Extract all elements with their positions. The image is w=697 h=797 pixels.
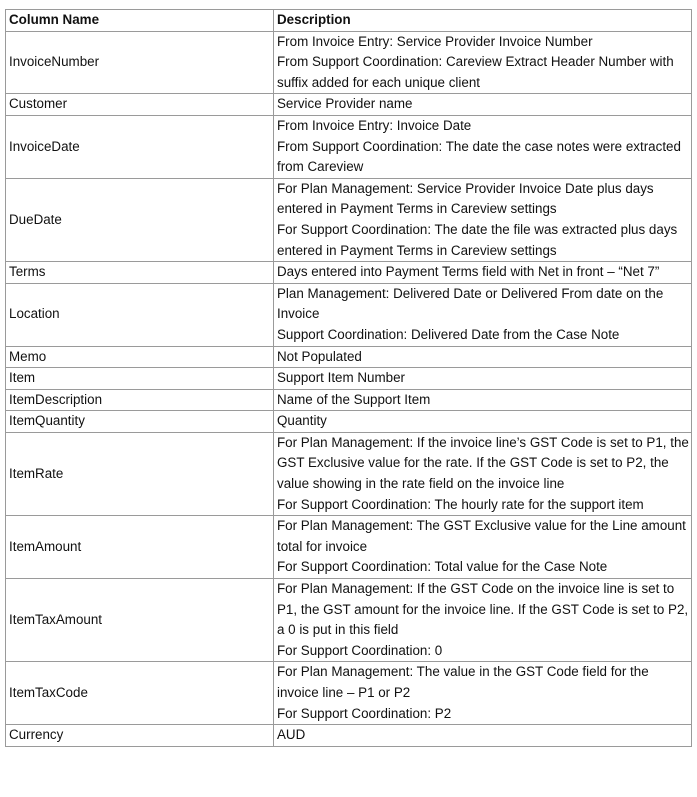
table-row: [6, 579, 692, 662]
table-row: [6, 516, 692, 579]
description-line: For Support Coordination: The date the file was extracted plus days entered in Payment Terms in Careview settings: [277, 221, 678, 258]
description-line: Not Populated: [277, 348, 362, 364]
column-name-cell: Terms: [6, 262, 274, 284]
table-row: [6, 346, 692, 368]
description-cell: [274, 94, 692, 116]
column-name-cell: Customer: [6, 94, 274, 116]
table-row: [6, 94, 692, 116]
description-cell: [274, 262, 692, 284]
table-row: [6, 368, 692, 390]
column-name-cell: ItemAmount: [6, 516, 274, 579]
description-cell: [274, 579, 692, 662]
description-line: From Invoice Entry: Invoice Date: [277, 117, 472, 133]
table-row: [6, 31, 692, 94]
description-cell: [274, 516, 692, 579]
description-line: Quantity: [277, 413, 327, 429]
description-cell: [274, 346, 692, 368]
description-line: From Support Coordination: The date the case notes were extracted from Careview: [277, 138, 681, 175]
column-name-cell: InvoiceNumber: [6, 31, 274, 94]
table-row: [6, 115, 692, 178]
column-name-cell: Location: [6, 283, 274, 346]
table-row: [6, 432, 692, 515]
description-line: Service Provider name: [277, 96, 413, 112]
description-cell: [274, 389, 692, 411]
description-cell: [274, 31, 692, 94]
column-name-cell: ItemRate: [6, 432, 274, 515]
description-line: From Invoice Entry: Service Provider Invoice Number: [277, 33, 593, 49]
column-name-cell: InvoiceDate: [6, 115, 274, 178]
column-name-cell: Currency: [6, 725, 274, 747]
description-line: For Support Coordination: Total value for the Case Note: [277, 559, 608, 575]
table-row: [6, 411, 692, 433]
description-line: For Plan Management: The GST Exclusive value for the Line amount total for invoice: [277, 518, 686, 554]
header-row: [6, 10, 692, 32]
description-line: Support Coordination: Delivered Date from the Case Note: [277, 326, 620, 342]
description-line: Support Item Number: [277, 370, 406, 386]
table-row: [6, 283, 692, 346]
column-name-cell: ItemDescription: [6, 389, 274, 411]
description-cell: [274, 368, 692, 390]
column-name-cell: DueDate: [6, 178, 274, 261]
column-name-cell: ItemQuantity: [6, 411, 274, 433]
description-cell: [274, 725, 692, 747]
column-name-cell: ItemTaxAmount: [6, 579, 274, 662]
description-cell: [274, 283, 692, 346]
description-line: Days entered into Payment Terms field with Net in front – “Net 7”: [277, 264, 660, 280]
column-name-cell: Memo: [6, 346, 274, 368]
description-line: For Support Coordination: The hourly rate for the support item: [277, 496, 644, 512]
header-description: Description: [274, 10, 692, 32]
description-line: For Support Coordination: 0: [277, 642, 443, 658]
table-row: [6, 389, 692, 411]
description-line: AUD: [277, 727, 306, 743]
document-page: [5, 9, 692, 747]
column-name-cell: ItemTaxCode: [6, 662, 274, 725]
description-cell: [274, 115, 692, 178]
description-line: Name of the Support Item: [277, 391, 431, 407]
table-row: [6, 662, 692, 725]
table-row: [6, 725, 692, 747]
description-line: Plan Management: Delivered Date or Delivered From date on the Invoice: [277, 285, 664, 322]
description-line: For Plan Management: If the GST Code on the invoice line is set to P1, the GST amount for the invoice line. If the GST Code is set to P2, a 0 is put in this field: [277, 581, 689, 638]
description-cell: [274, 432, 692, 515]
description-line: For Plan Management: If the invoice line’s GST Code is set to P1, the GST Exclusive value for the rate. If the GST Code is set to P2, the value showing in the rate field on the invoice line: [277, 434, 689, 492]
table-row: [6, 262, 692, 284]
description-line: For Support Coordination: P2: [277, 705, 452, 721]
description-line: For Plan Management: Service Provider Invoice Date plus days entered in Payment Terms in Careview settings: [277, 180, 654, 217]
description-line: From Support Coordination: Careview Extract Header Number with suffix added for each unique client: [277, 54, 674, 90]
description-cell: [274, 178, 692, 261]
column-description-table: [5, 9, 692, 747]
table-row: [6, 178, 692, 261]
column-name-cell: Item: [6, 368, 274, 390]
description-cell: [274, 411, 692, 433]
header-column-name: Column Name: [6, 10, 274, 32]
table-body: [6, 31, 692, 746]
description-line: For Plan Management: The value in the GST Code field for the invoice line – P1 or P2: [277, 664, 649, 700]
description-cell: [274, 662, 692, 725]
